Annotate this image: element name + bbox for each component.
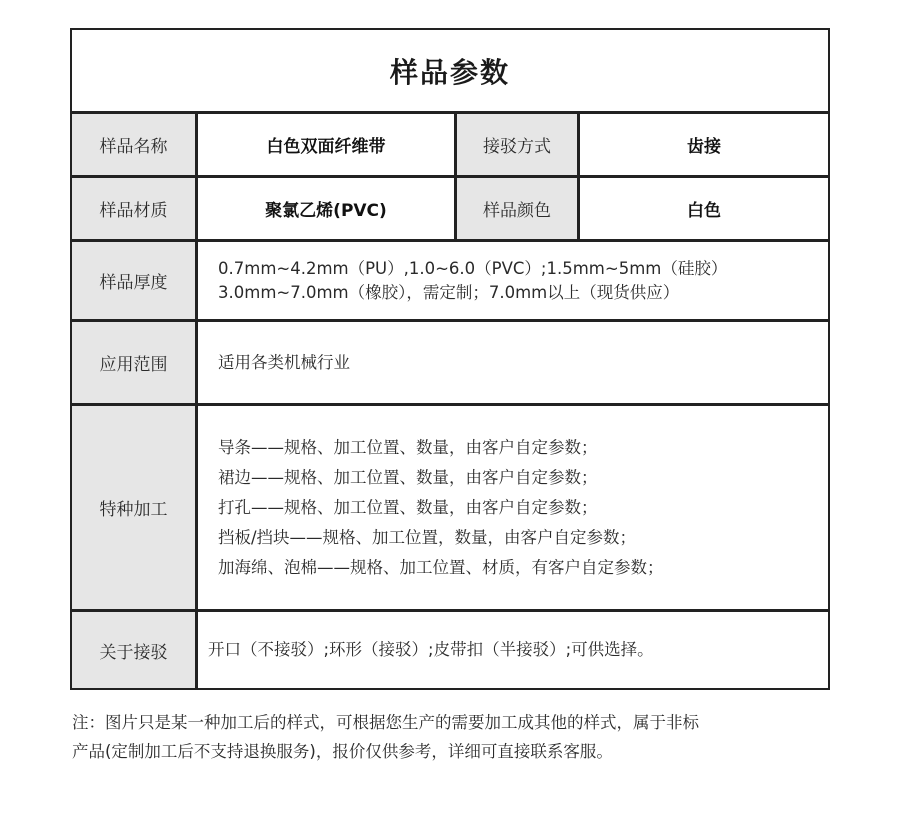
label-thickness: 样品厚度 <box>72 242 198 319</box>
table-title-row <box>72 30 828 114</box>
row-connection <box>72 612 828 688</box>
footnote <box>72 708 842 766</box>
footnote-line: 产品(定制加工后不支持退换服务)，报价仅供参考，详细可直接联系客服。 <box>72 742 613 761</box>
value-color: 白色 <box>687 201 721 221</box>
special-line: 裙边——规格、加工位置、数量，由客户自定参数； <box>218 467 598 487</box>
label-special-processing: 特种加工 <box>72 406 198 609</box>
value-thickness <box>198 242 828 319</box>
row-application <box>72 322 828 406</box>
value-special-processing <box>198 406 828 609</box>
label-material: 样品材质 <box>72 178 198 239</box>
value-joint-method: 齿接 <box>687 137 721 157</box>
value-material: 聚氯乙烯(PVC) <box>265 201 387 221</box>
table-title: 样品参数 <box>389 55 510 89</box>
thickness-line: 3.0mm~7.0mm（橡胶），需定制；7.0mm以上（现货供应） <box>218 282 680 302</box>
value-sample-name: 白色双面纤维带 <box>266 137 386 157</box>
row-material-color <box>72 178 828 242</box>
thickness-line: 0.7mm~4.2mm（PU）,1.0~6.0（PVC）;1.5mm~5mm（硅胶） <box>218 258 728 278</box>
label-joint-method: 接驳方式 <box>454 114 580 175</box>
row-name-joint <box>72 114 828 178</box>
label-connection: 关于接驳 <box>72 612 198 688</box>
special-line: 加海绵、泡棉——规格、加工位置、材质，有客户自定参数； <box>218 557 664 577</box>
special-line: 挡板/挡块——规格、加工位置，数量，由客户自定参数； <box>218 527 637 547</box>
value-connection: 开口（不接驳）;环形（接驳）;皮带扣（半接驳）;可供选择。 <box>208 640 654 659</box>
label-color: 样品颜色 <box>454 178 580 239</box>
special-line: 导条——规格、加工位置、数量，由客户自定参数； <box>218 437 598 457</box>
special-line: 打孔——规格、加工位置、数量，由客户自定参数； <box>218 497 598 517</box>
row-special-processing <box>72 406 828 612</box>
label-application: 应用范围 <box>72 322 198 403</box>
spec-table <box>70 28 830 690</box>
row-thickness <box>72 242 828 322</box>
footnote-line: 注：图片只是某一种加工后的样式，可根据您生产的需要加工成其他的样式，属于非标 <box>72 713 699 732</box>
value-application: 适用各类机械行业 <box>218 352 350 372</box>
label-sample-name: 样品名称 <box>72 114 198 175</box>
